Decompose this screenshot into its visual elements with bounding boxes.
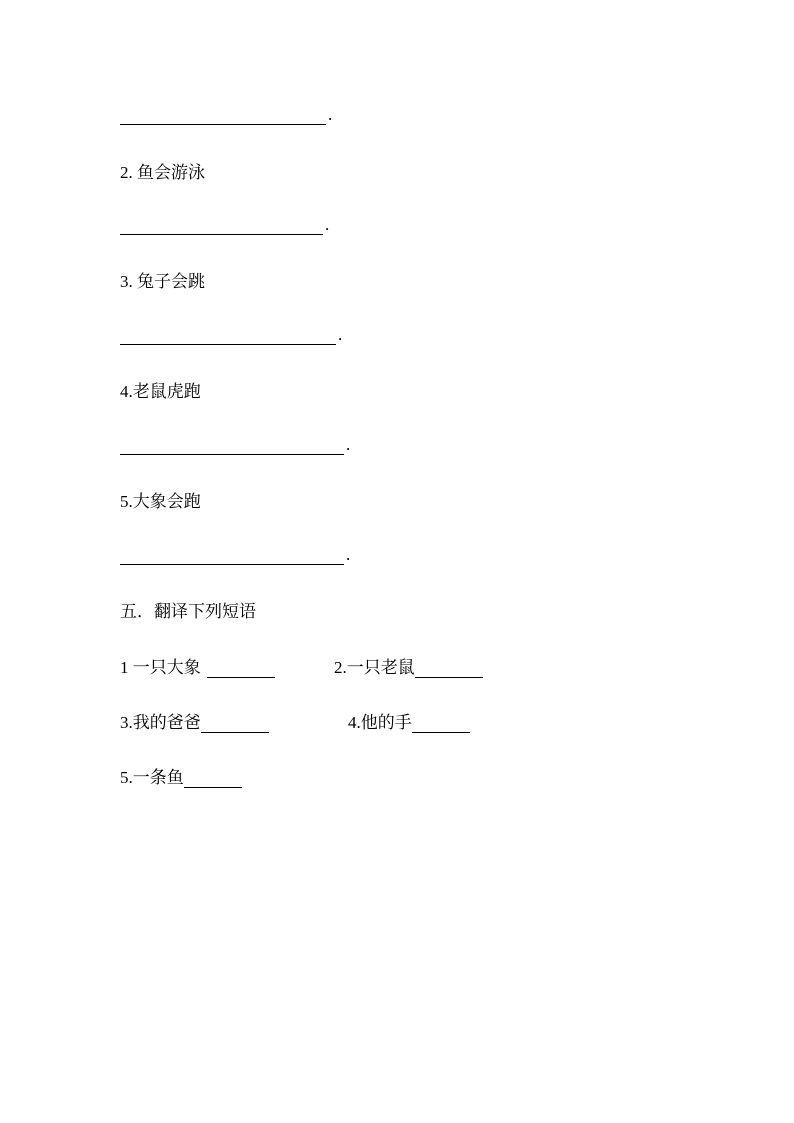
answer-line-2[interactable]: [120, 215, 329, 235]
answer-line-4[interactable]: [120, 435, 350, 455]
period: .: [325, 215, 330, 234]
phrase-text: 3.我的爸爸: [120, 713, 201, 732]
answer-blank[interactable]: [120, 108, 326, 125]
phrase-text: 5.一条鱼: [120, 768, 184, 787]
answer-line-3[interactable]: [120, 325, 342, 345]
sentence-prompt-2: 2. 鱼会游泳: [120, 163, 205, 182]
phrase-item-3: [120, 713, 269, 733]
phrase-blank[interactable]: [207, 661, 275, 678]
answer-blank[interactable]: [120, 218, 323, 235]
sentence-prompt-4: 4.老鼠虎跑: [120, 382, 201, 401]
answer-blank[interactable]: [120, 438, 344, 455]
phrase-item-4: [348, 713, 470, 733]
phrase-item-5: [120, 768, 242, 788]
period: .: [338, 325, 343, 344]
phrase-text: 2.一只老鼠: [334, 658, 415, 677]
phrase-item-1: [120, 658, 275, 678]
sentence-prompt-5: 5.大象会跑: [120, 492, 201, 511]
answer-blank[interactable]: [120, 328, 336, 345]
period: .: [346, 435, 351, 454]
phrase-blank[interactable]: [415, 661, 483, 678]
answer-line-5[interactable]: [120, 545, 350, 565]
period: .: [346, 545, 351, 564]
period: .: [328, 105, 333, 124]
answer-line-1[interactable]: [120, 105, 332, 125]
phrase-text: 4.他的手: [348, 713, 412, 732]
section-five-heading: 五．翻译下列短语: [120, 602, 256, 621]
phrase-blank[interactable]: [412, 716, 470, 733]
phrase-text: 1 一只大象: [120, 658, 201, 677]
phrase-blank[interactable]: [184, 771, 242, 788]
sentence-prompt-3: 3. 兔子会跳: [120, 272, 205, 291]
answer-blank[interactable]: [120, 548, 344, 565]
phrase-blank[interactable]: [201, 716, 269, 733]
phrase-item-2: [334, 658, 483, 678]
